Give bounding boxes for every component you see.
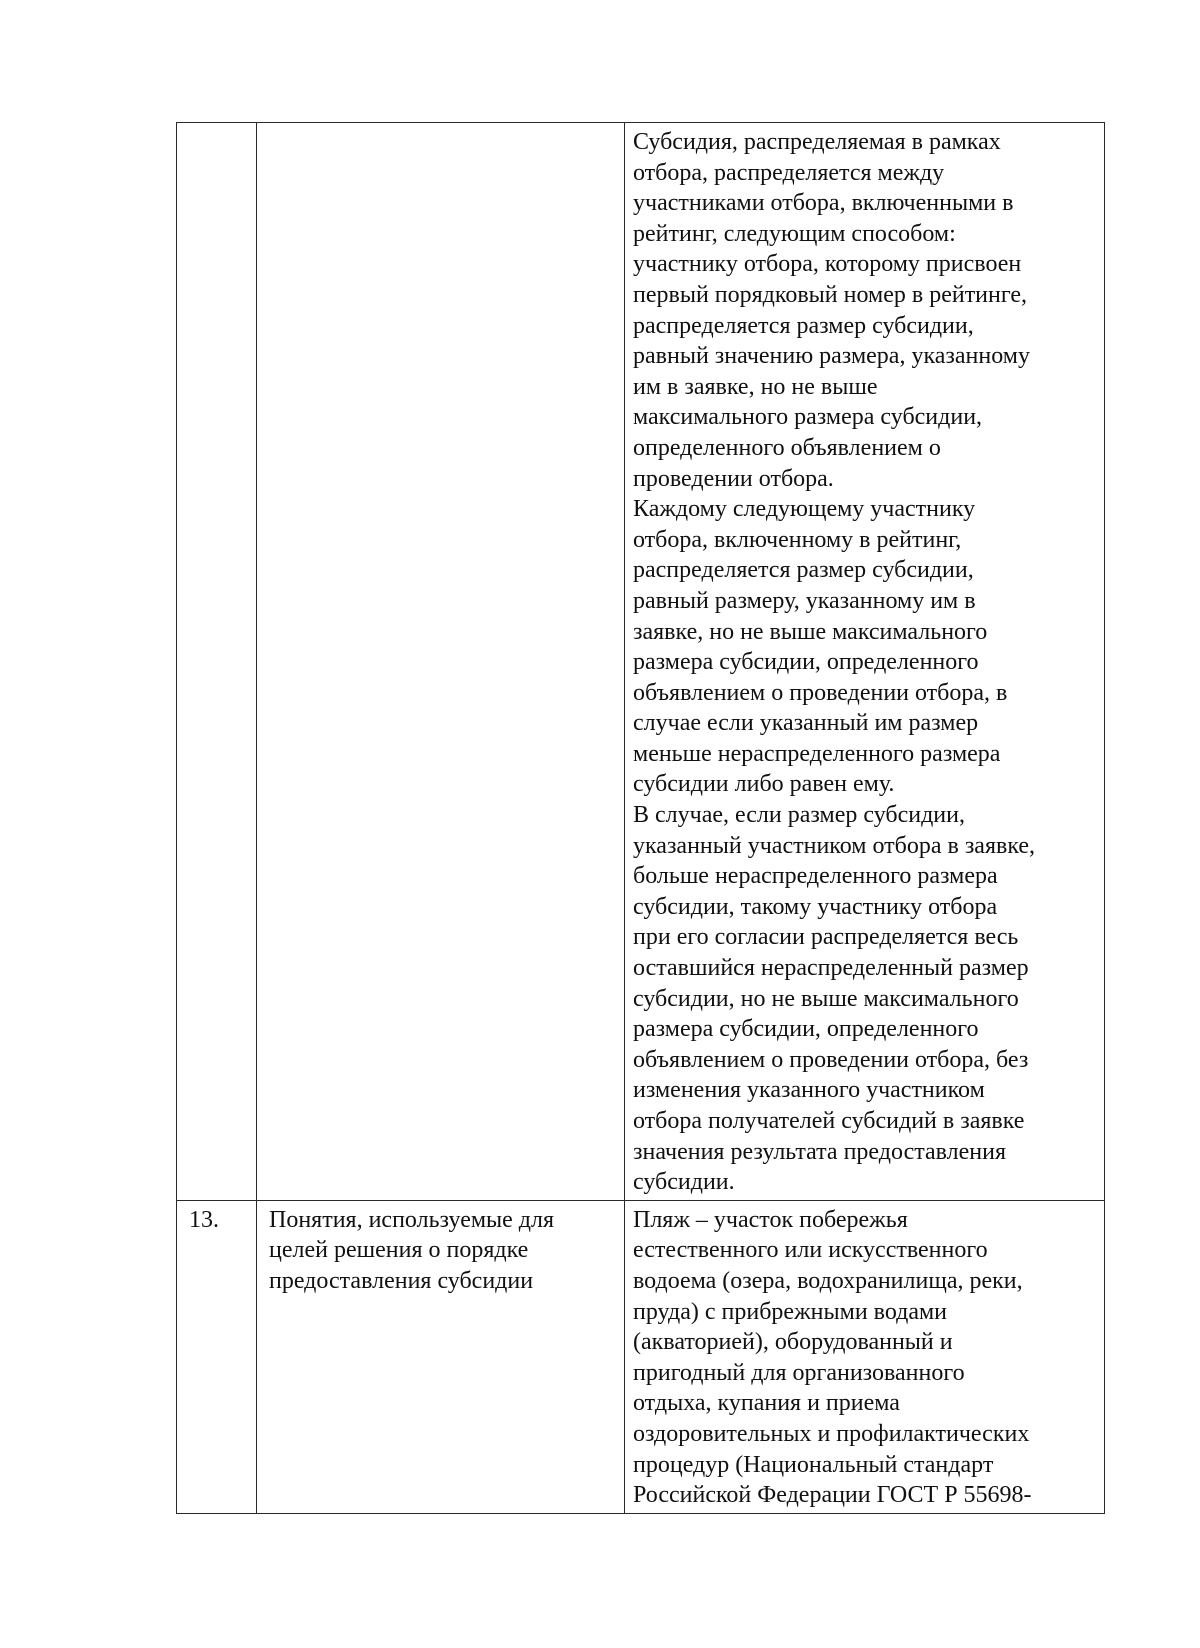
text-line: указанный участником отбора в заявке, — [633, 832, 1036, 859]
text-line: пруда) с прибрежными водами — [633, 1298, 948, 1325]
text-line: отбора получателей субсидий в заявке — [633, 1108, 1025, 1134]
table-row — [177, 1200, 1105, 1513]
description-cell — [625, 1200, 1105, 1513]
text-line: отбора, включенному в рейтинг, — [633, 526, 962, 553]
text-line: Понятия, используемые для — [269, 1206, 555, 1233]
term-text — [257, 1201, 624, 1301]
text-line: объявлением о проведении отбора, в — [633, 679, 1008, 706]
text-line: рейтинг, следующим способом: — [633, 220, 956, 247]
text-line: Субсидия, распределяемая в рамках — [633, 129, 1001, 155]
text-line: определенного объявлением о — [633, 434, 941, 461]
text-line: участниками отбора, включенными в — [633, 190, 1014, 217]
text-line: субсидии, но не выше максимального — [633, 985, 1019, 1012]
paragraph — [633, 127, 1098, 494]
row-number-cell — [177, 1200, 257, 1513]
text-line: изменения указанного участником — [633, 1077, 985, 1104]
text-line: оздоровительных и профилактических — [633, 1420, 1030, 1447]
paragraph — [633, 800, 1098, 1198]
text-line: размера субсидии, определенного — [633, 649, 979, 676]
text-line: размера субсидии, определенного — [633, 1016, 979, 1043]
text-line: предоставления субсидии — [269, 1267, 534, 1294]
paragraph — [633, 1205, 1098, 1511]
text-line: проведении отбора. — [633, 465, 834, 492]
text-line: больше нераспределенного размера — [633, 863, 998, 890]
text-line: случае если указанный им размер — [633, 710, 979, 737]
text-line: целей решения о порядке — [269, 1237, 529, 1264]
text-line: заявке, но не выше максимального — [633, 618, 988, 645]
text-line: Каждому следующему участнику — [633, 496, 976, 523]
text-line: процедур (Национальный стандарт — [633, 1451, 994, 1478]
text-line: субсидии. — [633, 1169, 735, 1196]
text-line: равный значению размера, указанному — [633, 343, 1030, 370]
text-line: отдыха, купания и приема — [633, 1390, 900, 1417]
text-line: значения результата предоставления — [633, 1138, 1007, 1165]
text-line: пригодный для организованного — [633, 1359, 965, 1386]
description-text — [625, 1201, 1104, 1513]
text-line: оставшийся нераспределенный размер — [633, 955, 1029, 982]
text-line: равный размеру, указанному им в — [633, 587, 976, 614]
text-line: меньше нераспределенного размера — [633, 740, 1001, 767]
text-line: водоема (озера, водохранилища, реки, — [633, 1267, 1023, 1294]
text-line: отбора, распределяется между — [633, 159, 945, 186]
description-text — [625, 123, 1104, 1200]
text-line: Российской Федерации ГОСТ Р 55698- — [633, 1482, 1032, 1509]
term-cell — [257, 123, 625, 1201]
text-line: распределяется размер субсидии, — [633, 557, 974, 584]
text-line: В случае, если размер субсидии, — [633, 802, 965, 829]
text-line: участнику отбора, которому присвоен — [633, 251, 1022, 278]
text-line: им в заявке, но не выше — [633, 373, 878, 400]
paragraph — [633, 494, 1098, 800]
text-line: объявлением о проведении отбора, без — [633, 1046, 1029, 1073]
text-line: максимального размера субсидии, — [633, 404, 983, 431]
term-cell — [257, 1200, 625, 1513]
description-cell — [625, 123, 1105, 1201]
text-line: Пляж – участок побережья — [633, 1206, 908, 1233]
text-line: субсидии либо равен ему. — [633, 771, 895, 798]
row-number-cell — [177, 123, 257, 1201]
term-text — [257, 123, 624, 131]
text-line: первый порядковый номер в рейтинге, — [633, 281, 1028, 308]
text-line: при его согласии распределяется весь — [633, 924, 1019, 951]
text-line: субсидии, такому участнику отбора — [633, 893, 998, 920]
text-line: (акваторией), оборудованный и — [633, 1329, 953, 1356]
text-line: распределяется размер субсидии, — [633, 312, 974, 339]
text-line: естественного или искусственного — [633, 1237, 988, 1264]
row-number — [177, 123, 256, 131]
table-row — [177, 123, 1105, 1201]
document-table — [176, 122, 1105, 1514]
row-number: 13. — [189, 1206, 219, 1233]
